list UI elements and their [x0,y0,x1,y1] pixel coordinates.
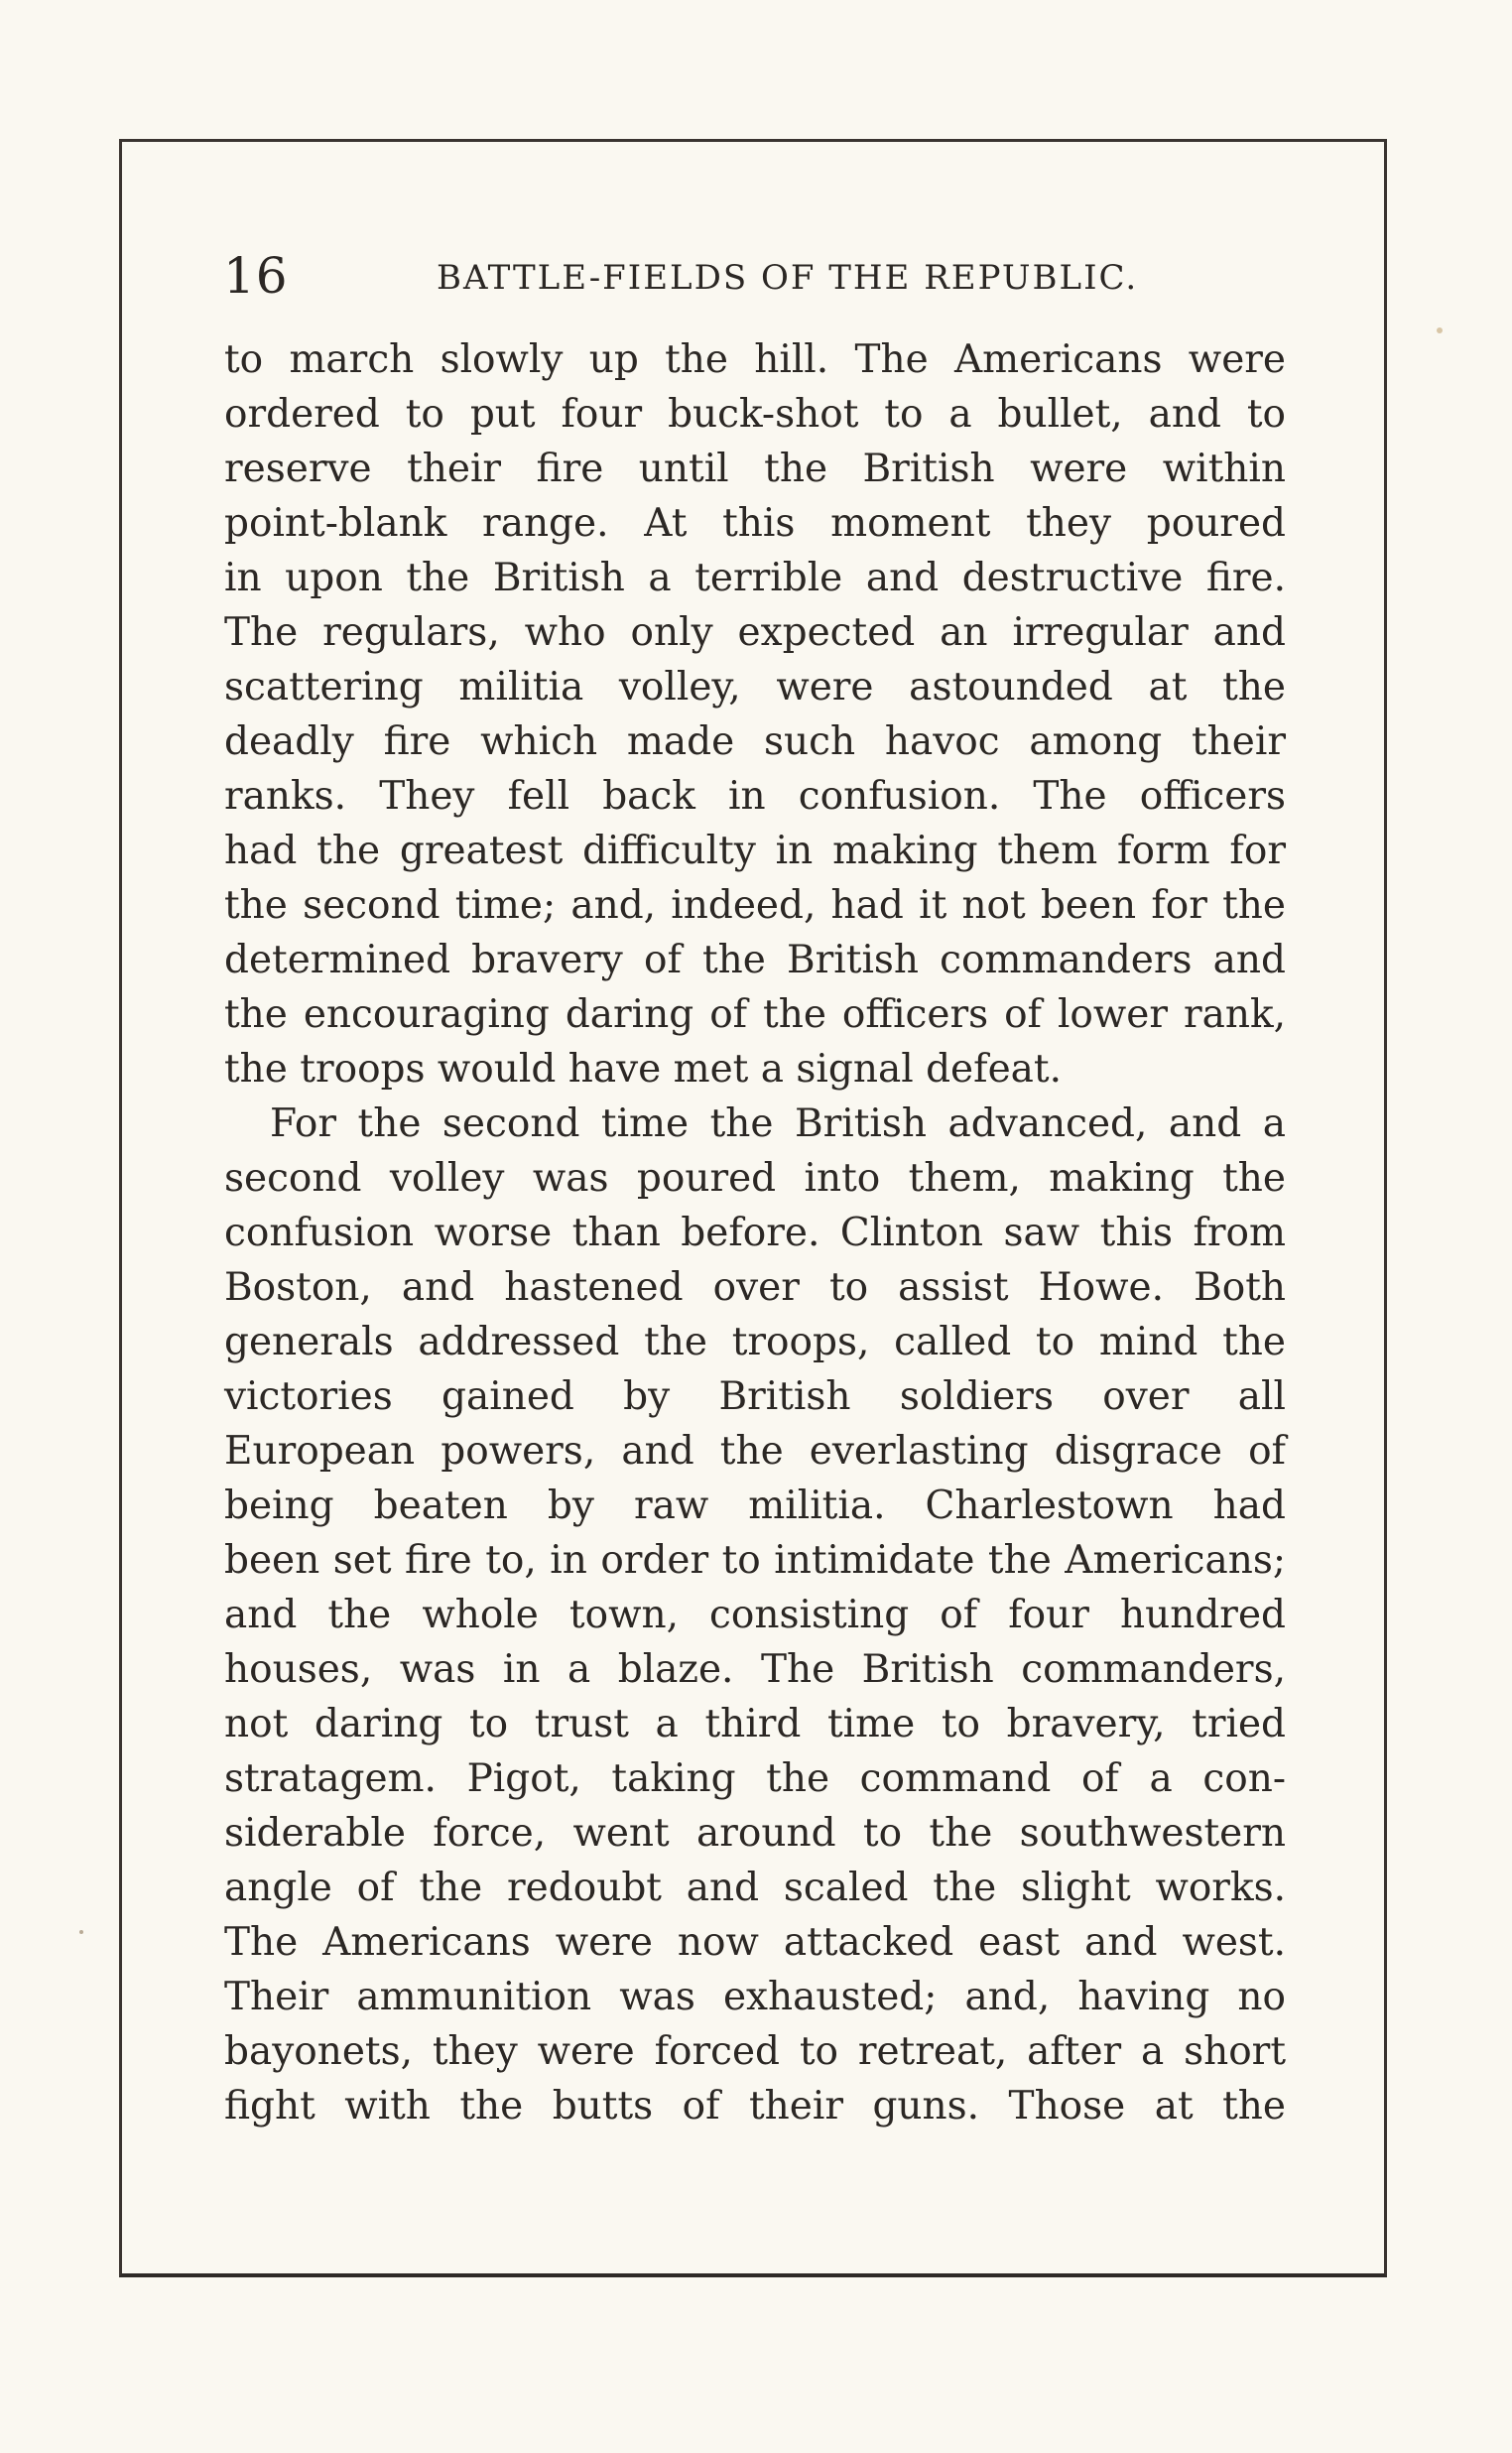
text-line: to march slowly up the hill. The Americans were [224,337,1286,382]
text-line: point-blank range. At this moment they poured [224,501,1286,546]
text-line: The regulars, who only expected an irregular and [224,610,1286,655]
page-header [223,246,1295,306]
text-line: ordered to put four buck-shot to a bullet, and to [224,392,1286,437]
text-line: generals addressed the troops, called to mind the [224,1320,1286,1364]
text-line: siderable force, went around to the southwestern [224,1811,1286,1856]
paper-speck [79,1930,83,1934]
text-line: The Americans were now attacked east and west. [224,1920,1286,1965]
body-text [224,332,1286,2133]
text-line: not daring to trust a third time to bravery, tried [224,1702,1286,1746]
text-line: Boston, and hastened over to assist Howe. Both [224,1265,1286,1310]
text-line: had the greatest difficulty in making them form for [224,829,1286,873]
page-number: 16 [223,247,289,305]
paper-speck [1437,327,1443,333]
text-line: scattering militia volley, were astounded at the [224,665,1286,710]
text-line: angle of the redoubt and scaled the slight works. [224,1866,1286,1910]
text-line: stratagem. Pigot, taking the command of a con- [224,1756,1286,1801]
text-line: and the whole town, consisting of four hundred [224,1593,1286,1637]
text-line-indented: For the second time the British advanced, and a [270,1101,1286,1146]
text-line: the troops would have met a signal defeat. [224,1047,1062,1092]
text-line: in upon the British a terrible and destructive fire. [224,556,1286,600]
text-line: deadly fire which made such havoc among their [224,719,1286,764]
running-title: BATTLE-FIELDS OF THE REPUBLIC. [437,258,1139,298]
text-line: ranks. They fell back in confusion. The officers [224,774,1286,819]
text-line: second volley was poured into them, making the [224,1156,1286,1201]
text-line: European powers, and the everlasting disgrace of [224,1429,1286,1474]
text-line: reserve their fire until the British were within [224,447,1286,491]
text-line: being beaten by raw militia. Charlestown had [224,1484,1286,1528]
text-line: fight with the butts of their guns. Those at the [224,2084,1286,2129]
text-line: bayonets, they were forced to retreat, after a short [224,2029,1286,2074]
text-line: houses, was in a blaze. The British commanders, [224,1647,1286,1692]
text-line: the encouraging daring of the officers of lower rank, [224,992,1286,1037]
text-line: the second time; and, indeed, had it not been for the [224,883,1286,928]
text-line: confusion worse than before. Clinton saw this from [224,1211,1286,1255]
text-line: victories gained by British soldiers over all [224,1374,1286,1419]
text-line: determined bravery of the British commanders and [224,938,1286,982]
text-line: been set fire to, in order to intimidate the Americans; [224,1538,1286,1583]
text-line: Their ammunition was exhausted; and, having no [224,1975,1286,2019]
